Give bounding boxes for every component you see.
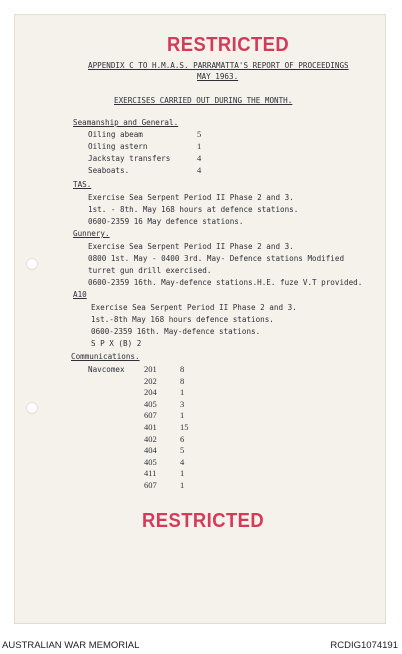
a10-line: 0600-2359 16th. May-defence stations. [91,327,261,336]
gunnery-heading: Gunnery. [73,229,110,238]
punch-hole-bottom [26,402,38,414]
a10-line: Exercise Sea Serpent Period II Phase 2 and 3. [91,303,297,312]
comm-code: 401 [144,422,157,432]
comm-value: 1 [180,468,185,479]
tas-heading: TAS. [73,180,92,189]
comm-code: 202 [144,375,157,386]
header-line-2: MAY 1963. [197,72,239,81]
comm-value: 1 [180,480,185,490]
restricted-stamp-top: RESTRICTED [167,34,290,56]
comm-code: 404 [144,445,157,456]
seamanship-heading: Seamanship and General. [73,118,179,127]
tas-line: 1st. - 8th. May 168 hours at defence stations. [88,205,299,214]
comm-code: 201 [144,364,157,374]
comm-code: 607 [144,410,157,421]
comm-value: 1 [180,387,185,398]
tas-line: 0600-2359 16 May defence stations. [88,217,244,226]
navcomex-label: Navcomex [88,365,125,374]
comm-code: 607 [144,480,157,490]
seamanship-row-label: Jackstay transfers [88,154,171,163]
comm-value: 5 [180,445,185,456]
comm-value: 4 [180,456,185,467]
comm-code: 204 [144,387,157,398]
comm-code: 405 [144,456,157,467]
comm-value: 8 [180,364,185,374]
seamanship-row-value: 1 [197,141,202,151]
comm-value: 15 [180,422,189,432]
comm-value: 8 [180,375,185,386]
seamanship-row-label: Oiling astern [88,142,148,151]
seamanship-row-label: Seaboats. [88,166,130,175]
gunnery-line: 0800 1st. May - 0400 3rd. May- Defence stations Modified [88,254,345,263]
comm-value: 3 [180,398,185,409]
comm-value: 1 [180,410,185,421]
comm-code: 411 [144,468,157,479]
restricted-stamp-bottom: RESTRICTED [142,510,265,532]
footer-source: AUSTRALIAN WAR MEMORIAL [2,640,140,651]
comm-value: 6 [180,433,185,444]
a10-heading: A10 [73,290,87,299]
subtitle: EXERCISES CARRIED OUT DURING THE MONTH. [114,96,293,105]
gunnery-line: Exercise Sea Serpent Period II Phase 2 and 3. [88,242,294,251]
a10-line: S P X (B) 2 [91,339,142,348]
header-line-1: APPENDIX C TO H.M.A.S. PARRAMATTA'S REPORT OF PROCEEDINGS [88,61,349,70]
tas-line: Exercise Sea Serpent Period II Phase 2 and 3. [88,193,294,202]
seamanship-row-value: 4 [197,165,202,175]
seamanship-row-value: 5 [197,129,202,139]
comm-code: 405 [144,398,157,409]
punch-hole-top [26,258,38,270]
seamanship-row-label: Oiling abeam [88,130,143,139]
gunnery-line: 0600-2359 16th. May-defence stations.H.E. fuze V.T provided. [88,278,363,287]
footer-id: RCDIG1074191 [330,640,398,651]
a10-line: 1st.-8th May 168 hours defence stations. [91,315,274,324]
seamanship-row-value: 4 [197,153,202,163]
comm-code: 402 [144,433,157,444]
communications-heading: Communications. [71,352,140,361]
gunnery-line: turret gun drill exercised. [88,266,212,275]
